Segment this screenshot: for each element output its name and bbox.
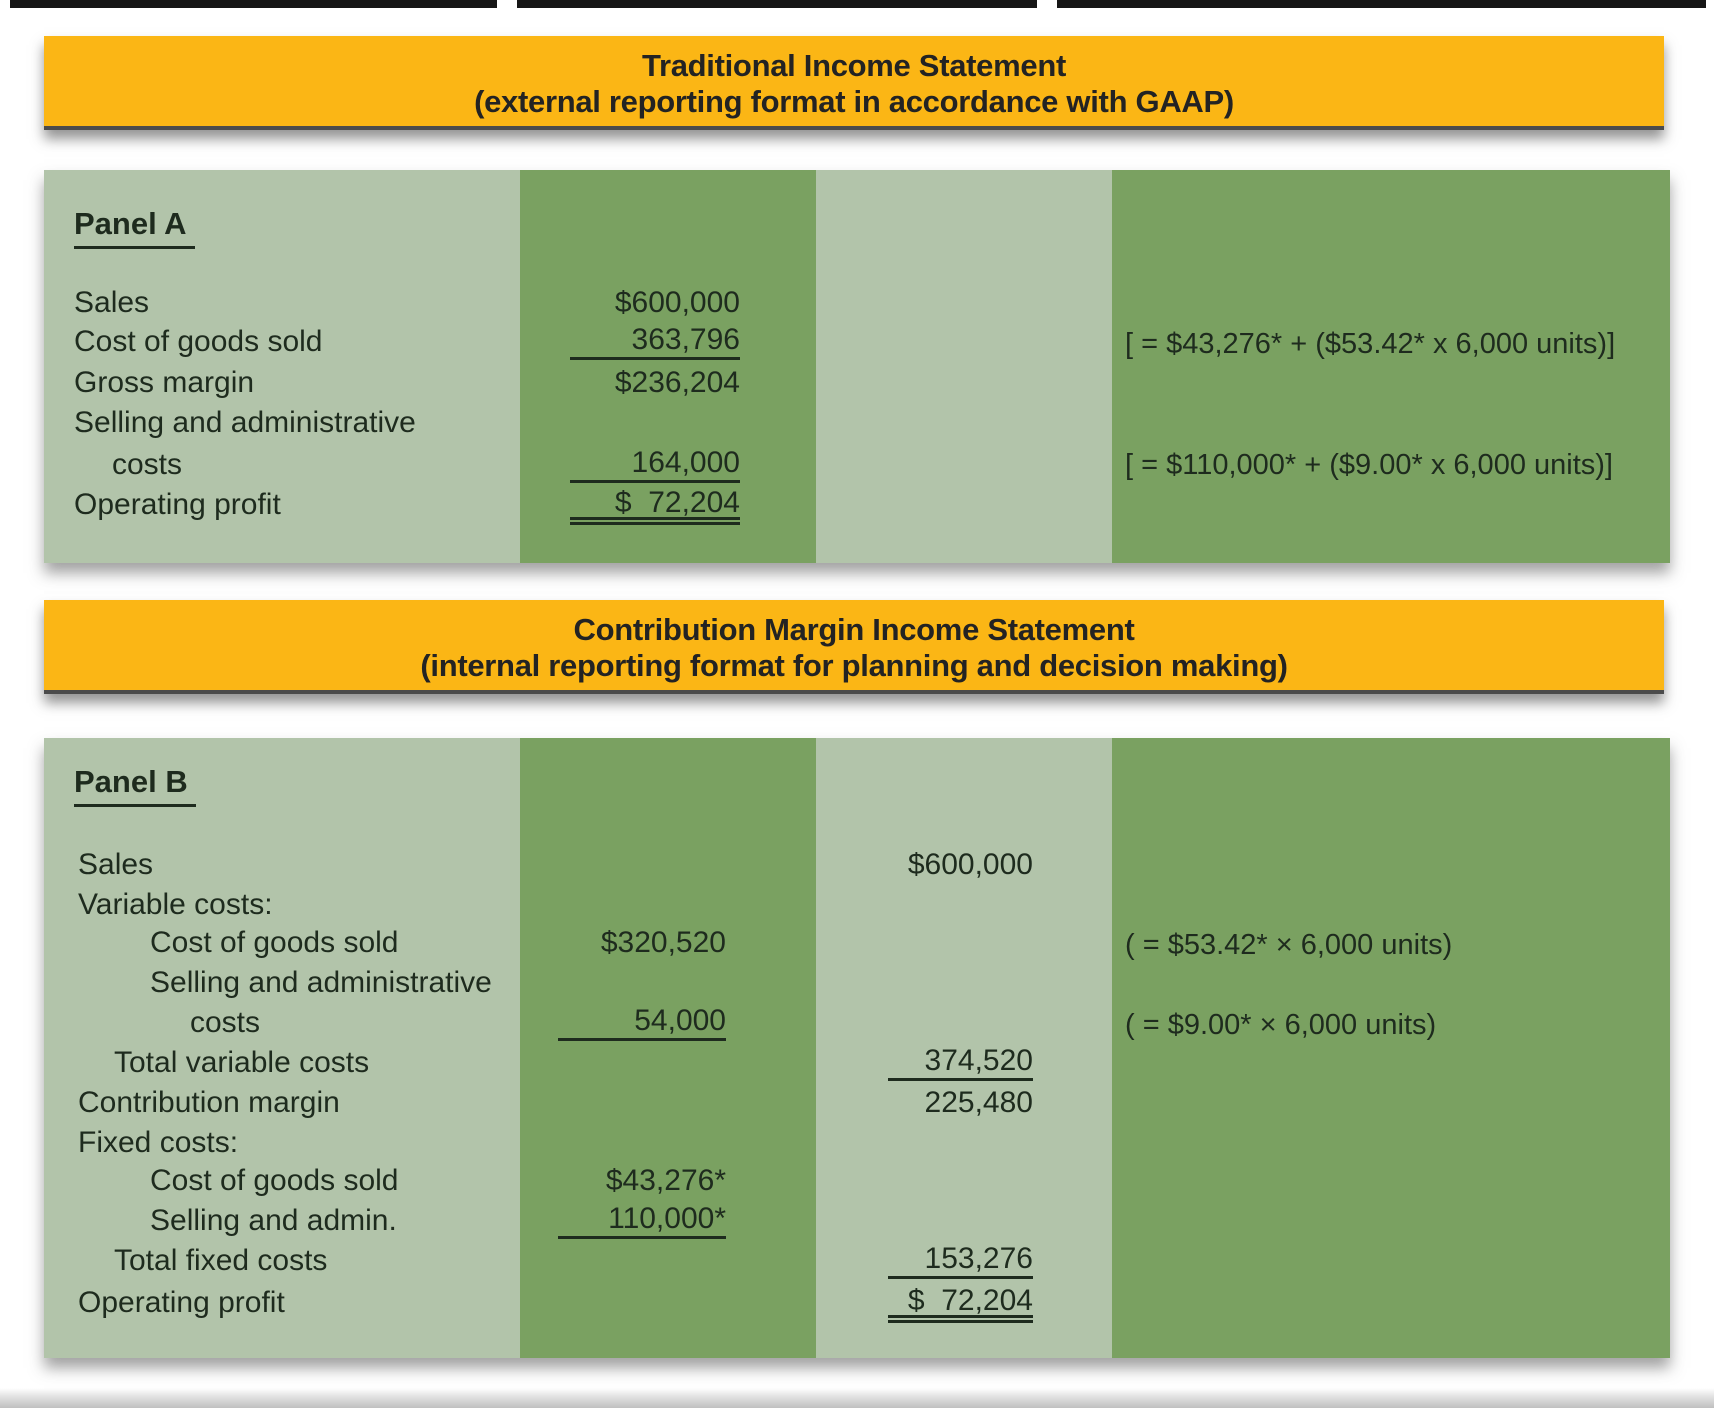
row-label-costs: costs: [112, 448, 183, 481]
value-var-cogs: $320,520: [600, 926, 726, 959]
panel-a: [44, 170, 1670, 563]
panel-b-annotation-column-stripe: [1112, 738, 1670, 1358]
row-label-var-cogs: Cost of goods sold: [150, 926, 399, 959]
value-var-sa-costs: 54,000: [558, 1004, 726, 1041]
banner-title: Traditional Income Statement: [642, 48, 1066, 83]
page-bottom-shadow: [0, 1388, 1714, 1408]
row-label-selling-admin: Selling and administrative: [74, 406, 416, 439]
row-label-var-costs-cont: costs: [190, 1006, 261, 1039]
value-fixed-sa: 110,000*: [558, 1202, 726, 1239]
value-sales: $600,000: [614, 286, 740, 319]
row-label-fixed-selling-admin: Selling and admin.: [150, 1204, 397, 1237]
value-contribution-margin: 225,480: [924, 1086, 1033, 1119]
row-label-total-fixed-costs: Total fixed costs: [114, 1244, 328, 1277]
banner-subtitle: (internal reporting format for planning and decision making): [420, 648, 1288, 683]
value-gross-margin: $236,204: [614, 366, 740, 399]
panel-a-heading: Panel A: [74, 208, 195, 249]
banner-traditional-income-statement: [44, 36, 1664, 130]
value-cogs: 363,796: [570, 323, 740, 360]
row-label-sales: Sales: [78, 848, 154, 881]
row-label-contribution-margin: Contribution margin: [78, 1086, 340, 1119]
banner-title: Contribution Margin Income Statement: [573, 612, 1135, 647]
row-label-total-variable-costs: Total variable costs: [114, 1046, 370, 1079]
row-label-operating-profit: Operating profit: [74, 488, 281, 521]
value-operating-profit: $ 72,204: [570, 486, 740, 525]
row-label-var-selling-admin: Selling and administrative: [150, 966, 492, 999]
value-operating-profit: $ 72,204: [888, 1284, 1033, 1323]
panel-b-heading: Panel B: [74, 766, 196, 807]
top-edge-bar: [10, 0, 1706, 8]
value-total-variable-costs: 374,520: [888, 1044, 1033, 1081]
row-label-fixed-costs: Fixed costs:: [78, 1126, 239, 1159]
value-fixed-cogs: $43,276*: [605, 1164, 726, 1197]
value-total-fixed-costs: 153,276: [888, 1242, 1033, 1279]
value-sa-costs: 164,000: [570, 446, 740, 483]
annotation-var-cogs-formula: ( = $53.42* × 6,000 units): [1125, 929, 1453, 961]
row-label-variable-costs: Variable costs:: [78, 888, 273, 921]
row-label-operating-profit: Operating profit: [78, 1286, 285, 1319]
banner-contribution-margin-statement: [44, 600, 1664, 694]
row-label-fixed-cogs: Cost of goods sold: [150, 1164, 399, 1197]
annotation-var-sa-formula: ( = $9.00* × 6,000 units): [1125, 1009, 1437, 1041]
panel-b-subamount-column-stripe: [520, 738, 816, 1358]
row-label-sales: Sales: [74, 286, 150, 319]
panel-a-annotation-column-stripe: [1112, 170, 1670, 563]
annotation-sa-formula: [ = $110,000* + ($9.00* x 6,000 units)]: [1125, 449, 1613, 481]
row-label-gross-margin: Gross margin: [74, 366, 255, 399]
banner-subtitle: (external reporting format in accordance with GAAP): [474, 84, 1234, 119]
value-sales: $600,000: [907, 848, 1033, 881]
panel-b: [44, 738, 1670, 1358]
row-label-cogs: Cost of goods sold: [74, 325, 323, 358]
annotation-cogs-formula: [ = $43,276* + ($53.42* x 6,000 units)]: [1125, 328, 1616, 360]
